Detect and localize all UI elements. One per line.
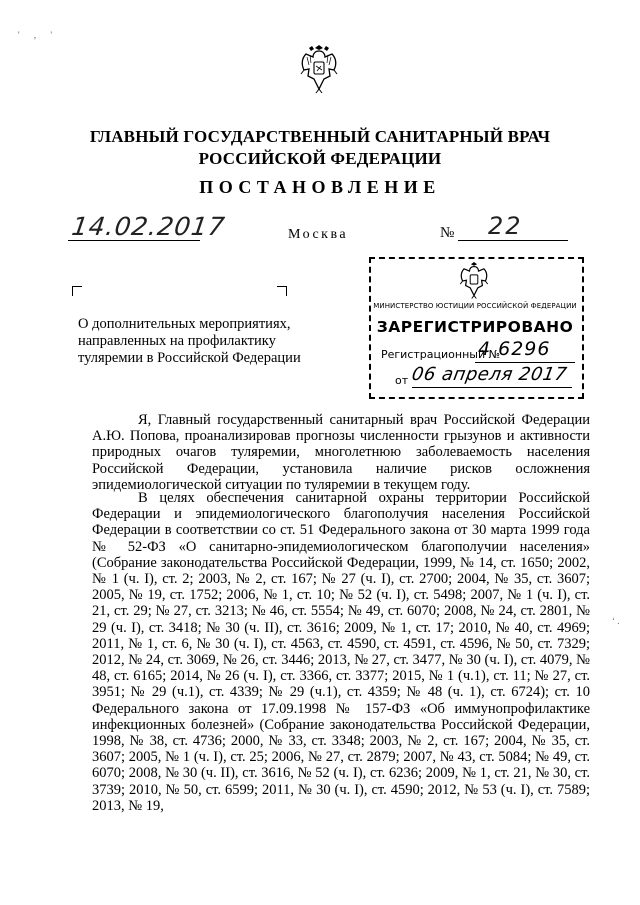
issuing-authority	[0, 126, 640, 170]
subject-bracket-right	[277, 286, 287, 296]
margin-speck: ‘ .	[612, 616, 620, 626]
authority-line-2: РОССИЙСКОЙ ФЕДЕРАЦИИ	[198, 149, 442, 168]
stamp-date-underline	[412, 387, 572, 388]
subject-bracket-left	[72, 286, 82, 296]
document-city: Москва	[288, 227, 349, 242]
state-emblem-icon	[296, 45, 342, 95]
document-type-title: ПОСТАНОВЛЕНИЕ	[199, 177, 441, 197]
stamp-reg-number-label: Регистрационный №	[381, 348, 501, 361]
stamp-registered-label: ЗАРЕГИСТРИРОВАНО	[376, 318, 574, 336]
stamp-number-underline	[475, 362, 575, 363]
number-label: №	[440, 225, 455, 241]
body-paragraph-1: Я, Главный государственный санитарный врач Российской Федерации А.Ю. Попова, проанализировав прогнозы численности грызунов и активности природных очагов туляремии, многолетнюю заболеваемость населения Российской Федерации, установила наличие рисков осложнения эпидемиологической ситуации по туляремии в текущем году.	[92, 412, 590, 493]
document-number-handwritten: 22	[488, 212, 523, 240]
document-date-handwritten: 14.02.2017	[69, 212, 228, 241]
stamp-date-handwritten: 06 апреля 2017	[410, 364, 569, 385]
stamp-ministry-name: МИНИСТЕРСТВО ЮСТИЦИИ РОССИЙСКОЙ ФЕДЕРАЦИИ	[373, 302, 577, 310]
date-underline	[68, 240, 200, 241]
stamp-reg-number-handwritten: 4 6296	[478, 338, 551, 360]
stamp-date-label: от	[395, 374, 409, 387]
document-subject: О дополнительных мероприятиях, направленных на профилактику туляремии в Российской Федерации	[78, 316, 301, 366]
stamp-emblem-icon	[456, 262, 492, 300]
number-underline	[458, 240, 568, 241]
body-paragraph-2: В целях обеспечения санитарной охраны территории Российской Федерации и эпидемиологического благополучия населения Российской Федерации в соответствии со ст. 51 Федерального закона от 30 марта 1999 года № 52-ФЗ «О санитарно-эпидемиологическом благополучии населения» (Собрание законодательства Российской Федерации, 1999, № 14, ст. 1650; 2002, № 1 (ч. I), ст. 2; 2003, № 2, ст. 167; № 27 (ч. I), ст. 2700; 2004, № 35, ст. 3607; 2005, № 19, ст. 1752; 2006, № 1, ст. 10; № 52 (ч. I), ст. 5498; 2007, № 1 (ч. I), ст. 21, ст. 29; № 27, ст. 3213; № 46, ст. 5554; № 49, ст. 6070; 2008, № 24, ст. 2801, № 29 (ч. I), ст. 3418; № 30 (ч. II), ст. 3616; 2009, № 1, ст. 17; 2010, № 40, ст. 4969; 2011, № 1, ст. 6, № 30 (ч. I), ст. 4563, ст. 4590, ст. 4591, ст. 4596, № 50, ст. 7329; 2012, № 24, ст. 3069, № 26, ст. 3446; 2013, № 27, ст. 3477, № 30 (ч. I), ст. 4079, № 48, ст. 6165; 2014, № 26 (ч. I), ст. 3366, ст. 3377; 2015, № 1 (ч.1), ст. 11; № 27, ст. 3951; № 29 (ч.1), ст. 4339; № 29 (ч.1), ст. 4359; № 48 (ч. 1), ст. 6724); ст. 10 Федерального закона от 17.09.1998 № 157-ФЗ «Об иммунопрофилактике инфекционных болезней» (Собрание законодательства Российской Федерации, 1998, № 38, ст. 4736; 2000, № 33, ст. 3348; 2003, № 2, ст. 167; 2004, № 35, ст. 3607; 2005, № 1 (ч. I), ст. 25; 2006, № 27, ст. 2879; 2007, № 43, ст. 5084; № 49, ст. 6070; 2008, № 30 (ч. II), ст. 3616, № 52 (ч. I), ст. 6236; 2009, № 1, ст. 21, № 30, ст. 3739; 2010, № 50, ст. 6599; 2011, № 30 (ч. I), ст. 4590; 2012, № 53 (ч. I), ст. 7589; 2013, № 19,	[92, 490, 590, 814]
scan-specks: ' , '	[18, 30, 58, 40]
authority-line-1: ГЛАВНЫЙ ГОСУДАРСТВЕННЫЙ САНИТАРНЫЙ ВРАЧ	[89, 127, 551, 146]
